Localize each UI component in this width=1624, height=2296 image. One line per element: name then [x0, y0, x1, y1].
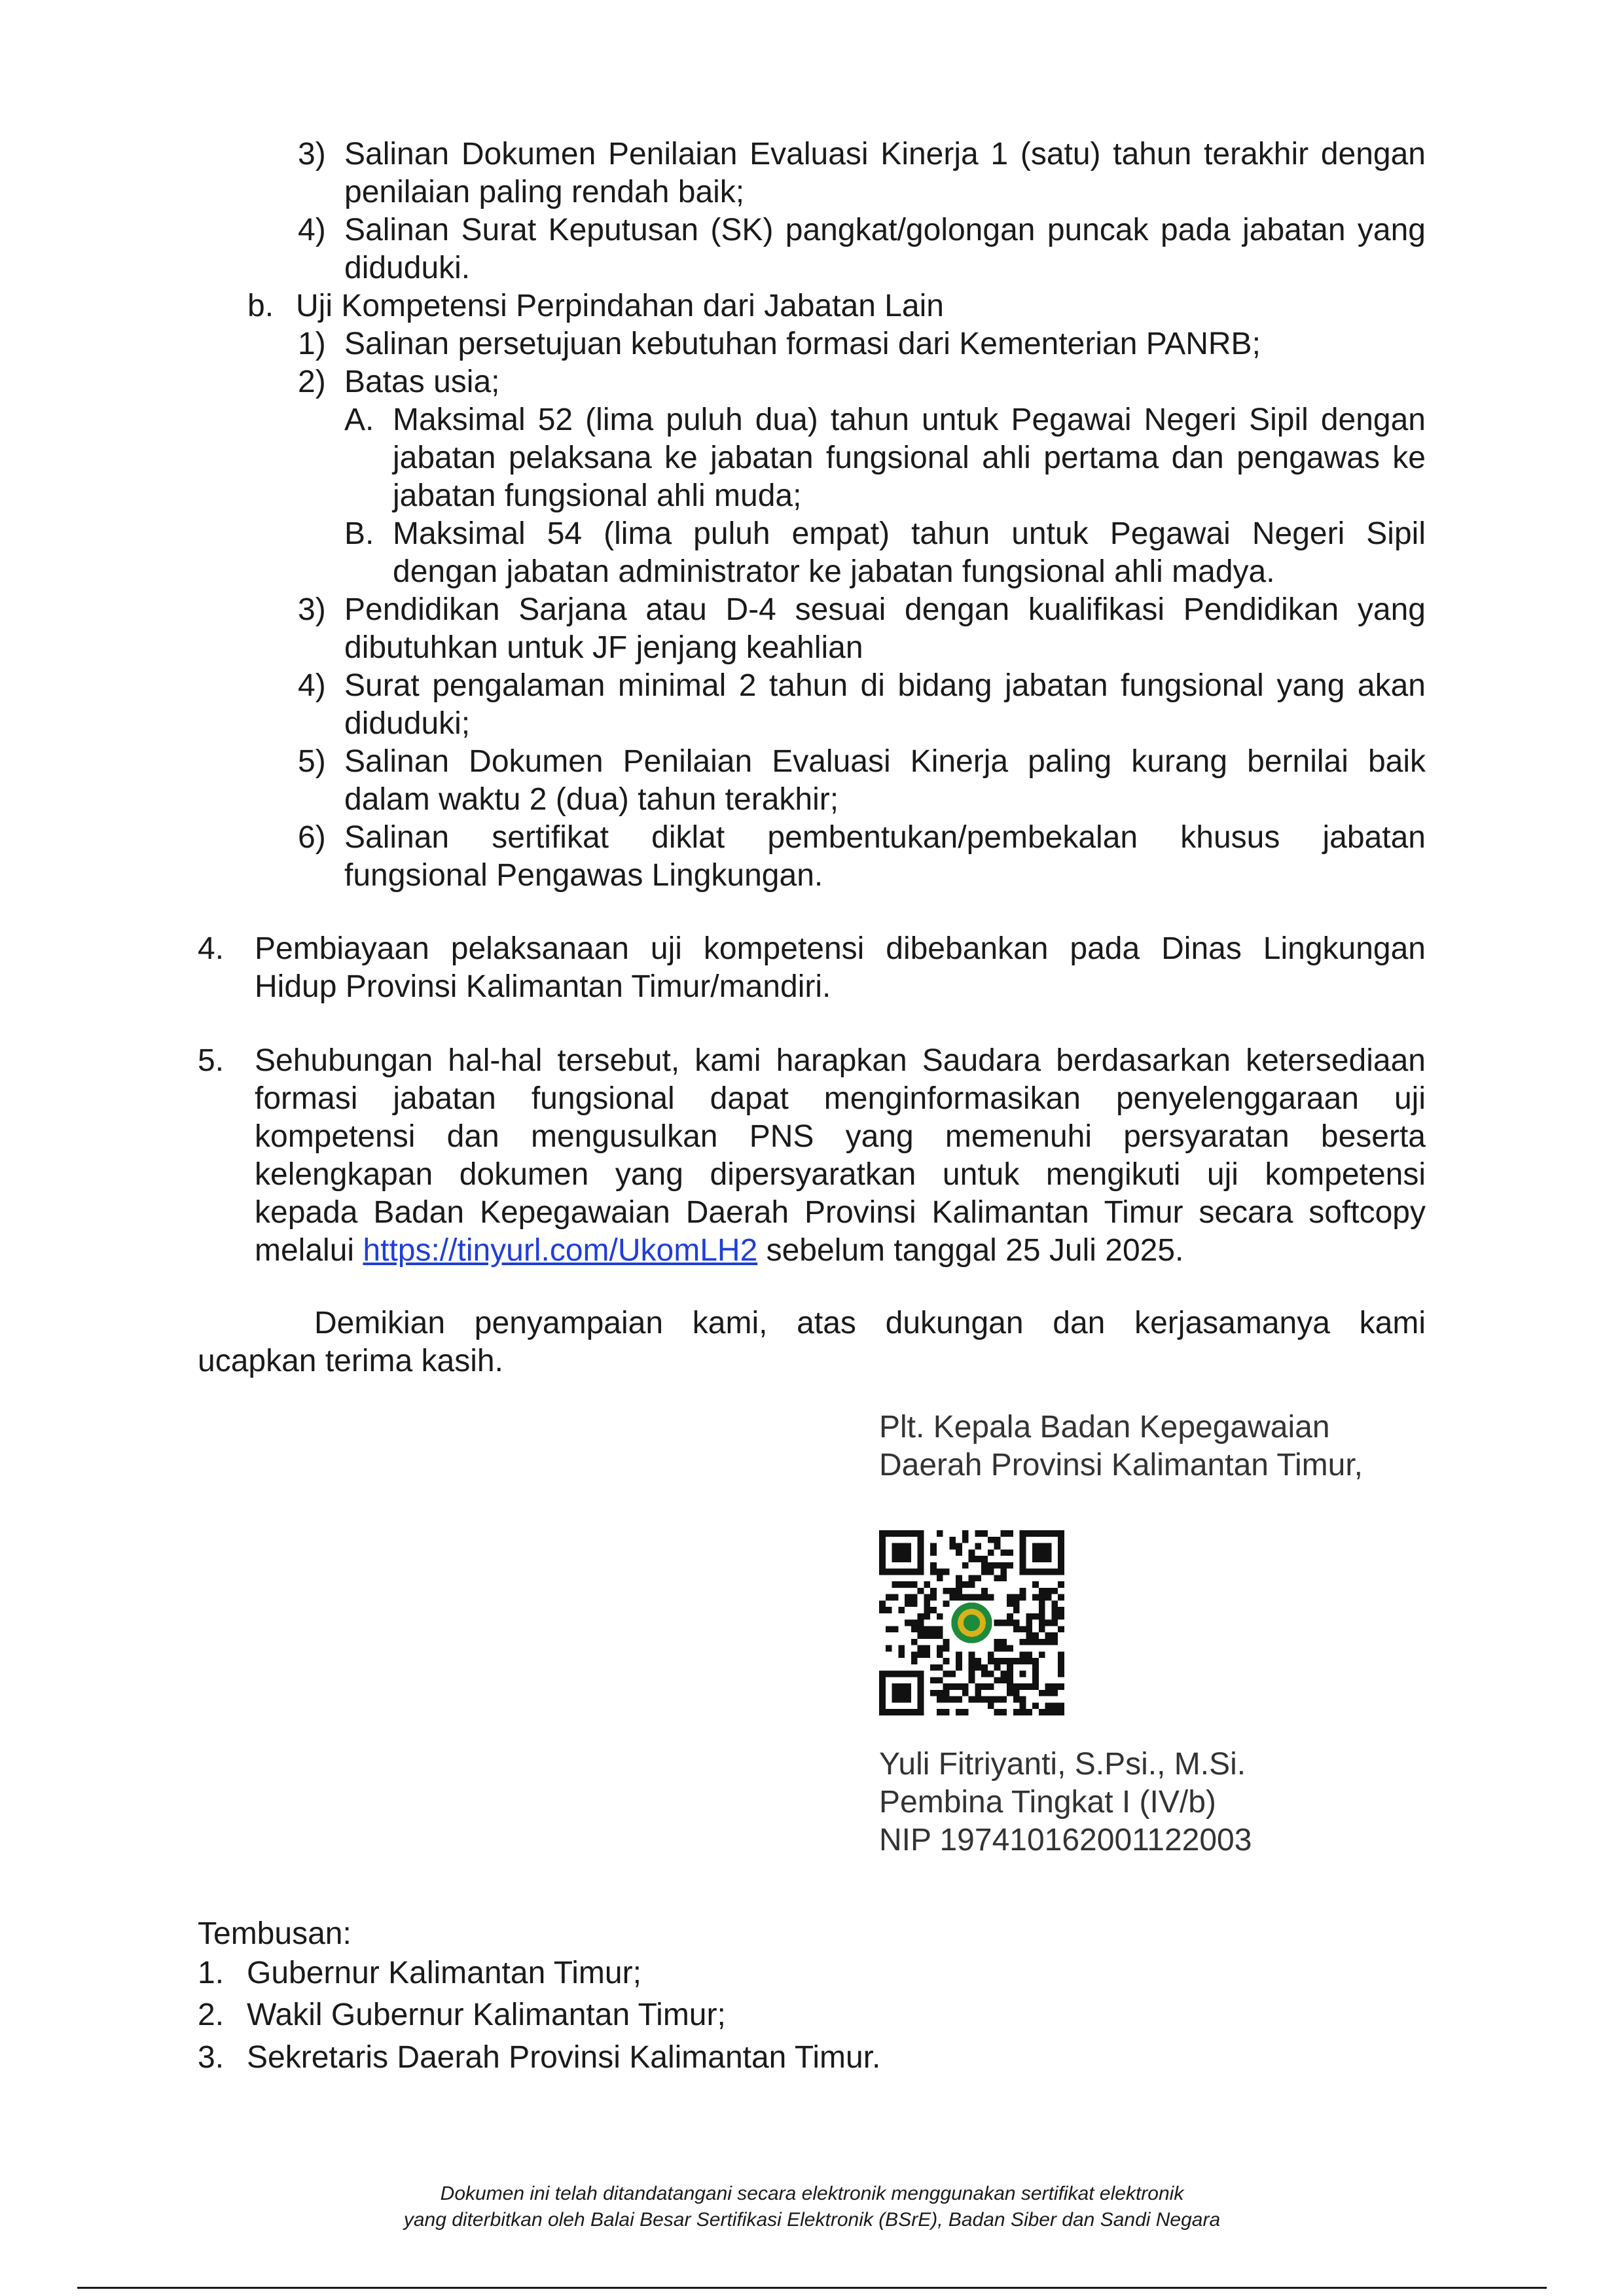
item-number: 3) — [298, 137, 326, 171]
text-line: Pendidikan Sarjana atau D-4 sesuai dengan kualifikasi Pendidikan yang — [344, 592, 1426, 627]
text-line: Maksimal 52 (lima puluh dua) tahun untuk Pegawai Negeri Sipil dengan — [393, 403, 1426, 437]
text-line: Salinan persetujuan kebutuhan formasi dari Kementerian PANRB; — [344, 327, 1261, 361]
tembusan-heading: Tembusan: — [198, 1916, 352, 1951]
text-line: Salinan Surat Keputusan (SK) pangkat/golongan puncak pada jabatan yang — [344, 213, 1426, 247]
form-link[interactable]: https://tinyurl.com/UkomLH2 — [363, 1233, 758, 1268]
point-number: 4. — [198, 931, 225, 966]
text-line: formasi jabatan fungsional dapat menginformasikan penyelenggaraan uji — [255, 1081, 1426, 1116]
signatory-name: Yuli Fitriyanti, S.Psi., M.Si. — [879, 1747, 1246, 1782]
item-number: 4) — [298, 668, 326, 703]
text-line: diduduki. — [344, 251, 471, 285]
text-line: Salinan sertifikat diklat pembentukan/pembekalan khusus jabatan — [344, 820, 1426, 855]
text-fragment: sebelum tanggal 25 Juli 2025. — [757, 1233, 1184, 1268]
signatory-title: Plt. Kepala Badan Kepegawaian — [879, 1410, 1330, 1444]
section-letter: b. — [247, 289, 274, 323]
text-line: Sehubungan hal-hal tersebut, kami harapkan Saudara berdasarkan ketersediaan — [255, 1043, 1426, 1078]
text-line: dibutuhkan untuk JF jenjang keahlian — [344, 630, 863, 665]
section-title: Uji Kompetensi Perpindahan dari Jabatan Lain — [296, 289, 944, 323]
signatory-rank: Pembina Tingkat I (IV/b) — [879, 1785, 1216, 1820]
text-line: dalam waktu 2 (dua) tahun terakhir; — [344, 782, 839, 817]
text-line: Salinan Dokumen Penilaian Evaluasi Kinerja 1 (satu) tahun terakhir dengan — [344, 137, 1426, 171]
qr-code-signature — [879, 1530, 1064, 1715]
closing-line: ucapkan terima kasih. — [198, 1344, 503, 1378]
item-number: 3) — [298, 592, 326, 627]
tembusan-item: Gubernur Kalimantan Timur; — [247, 1956, 641, 1990]
signatory-nip: NIP 197410162001122003 — [879, 1823, 1252, 1857]
item-number: 2) — [298, 365, 326, 399]
closing-line: Demikian penyampaian kami, atas dukungan dan kerjasamanya kami — [314, 1306, 1426, 1340]
emblem-icon — [951, 1602, 992, 1643]
item-number: 6) — [298, 820, 326, 855]
text-line: Batas usia; — [344, 365, 500, 399]
footer-note: Dokumen ini telah ditandatangani secara elektronik menggunakan sertifikat elektronik — [440, 2183, 1184, 2204]
text-line: kompetensi dan mengusulkan PNS yang memenuhi persyaratan beserta — [255, 1119, 1426, 1154]
text-line: diduduki; — [344, 706, 471, 741]
point-number: 5. — [198, 1043, 225, 1078]
text-line: jabatan fungsional ahli muda; — [393, 478, 802, 513]
text-line: dengan jabatan administrator ke jabatan fungsional ahli madya. — [393, 554, 1275, 589]
text-line: Pembiayaan pelaksanaan uji kompetensi dibebankan pada Dinas Lingkungan — [255, 931, 1426, 966]
text-line: Maksimal 54 (lima puluh empat) tahun untuk Pegawai Negeri Sipil — [393, 516, 1426, 551]
text-line: Surat pengalaman minimal 2 tahun di bidang jabatan fungsional yang akan — [344, 668, 1426, 703]
text-line: kepada Badan Kepegawaian Daerah Provinsi Kalimantan Timur secara softcopy — [255, 1195, 1426, 1230]
footer-divider — [77, 2287, 1547, 2289]
text-line-with-link — [255, 1232, 1183, 1270]
text-line: jabatan pelaksana ke jabatan fungsional ahli pertama dan pengawas ke — [393, 440, 1426, 475]
tembusan-item: Sekretaris Daerah Provinsi Kalimantan Timur. — [247, 2040, 881, 2075]
text-fragment: melalui — [255, 1233, 363, 1268]
sub-item-letter: A. — [344, 403, 374, 437]
text-line: kelengkapan dokumen yang dipersyaratkan untuk mengikuti uji kompetensi — [255, 1157, 1426, 1192]
footer-note: yang diterbitkan oleh Balai Besar Sertifikasi Elektronik (BSrE), Badan Siber dan Sandi Negara — [403, 2209, 1221, 2231]
tembusan-item: Wakil Gubernur Kalimantan Timur; — [247, 1998, 726, 2032]
tembusan-number: 1. — [198, 1956, 225, 1990]
sub-item-letter: B. — [344, 516, 374, 551]
text-line: penilaian paling rendah baik; — [344, 175, 745, 209]
tembusan-number: 2. — [198, 1998, 225, 2032]
tembusan-number: 3. — [198, 2040, 225, 2075]
text-line: Hidup Provinsi Kalimantan Timur/mandiri. — [255, 969, 831, 1004]
text-line: fungsional Pengawas Lingkungan. — [344, 858, 823, 893]
item-number: 4) — [298, 213, 326, 247]
item-number: 1) — [298, 327, 326, 361]
text-line: Salinan Dokumen Penilaian Evaluasi Kinerja paling kurang bernilai baik — [344, 744, 1426, 779]
item-number: 5) — [298, 744, 326, 779]
signatory-title: Daerah Provinsi Kalimantan Timur, — [879, 1448, 1363, 1482]
